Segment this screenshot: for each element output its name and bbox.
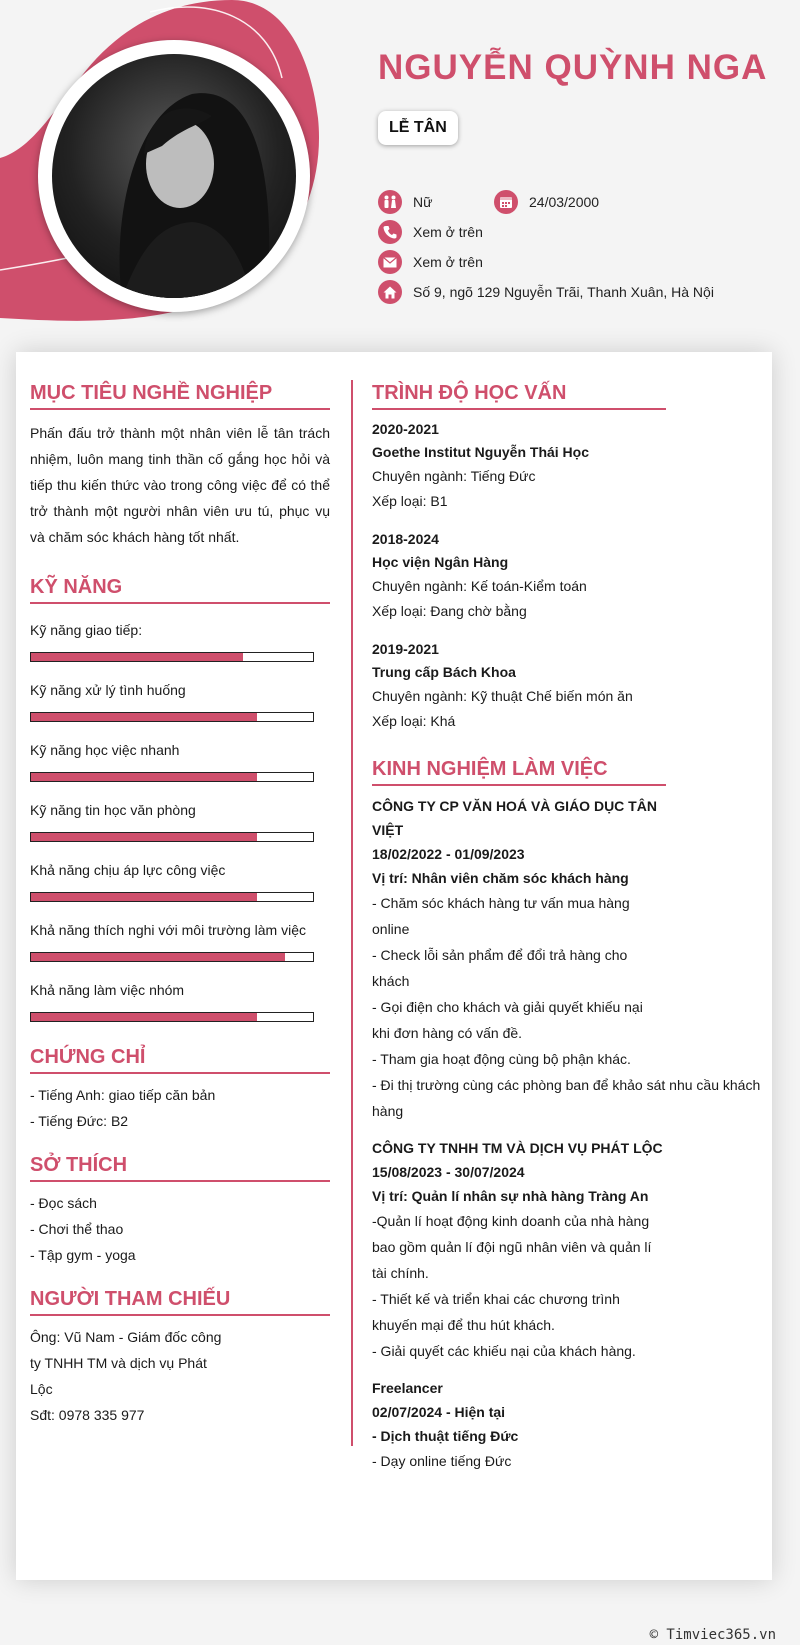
skill-item [30, 980, 330, 1022]
hobby-item: - Đọc sách [30, 1195, 97, 1211]
skills-title: KỸ NĂNG [30, 576, 330, 604]
experience-company: CÔNG TY TNHH TM VÀ DỊCH VỤ PHÁT LỘC [372, 1140, 663, 1156]
education-grade: Xếp loại: Khá [372, 713, 456, 729]
address-row [378, 280, 714, 304]
gender-row [378, 190, 432, 214]
skill-bar [30, 772, 314, 782]
email-icon [378, 250, 402, 274]
experience-detail: - Gọi điện cho khách và giải quyết khiếu nại [372, 999, 643, 1015]
skill-label: Khả năng chịu áp lực công việc [30, 862, 226, 878]
experience-position: Vị trí: Nhân viên chăm sóc khách hàng [372, 870, 629, 886]
skill-bar-fill [31, 1013, 257, 1021]
education-major: Chuyên ngành: Kỹ thuật Chế biến món ăn [372, 688, 633, 704]
education-item [372, 638, 762, 734]
certificates-title: CHỨNG CHỈ [30, 1046, 330, 1074]
education-school: Trung cấp Bách Khoa [372, 664, 516, 680]
experience-detail: tài chính. [372, 1265, 429, 1281]
experience-position: - Dịch thuật tiếng Đức [372, 1428, 519, 1444]
experience-position: Vị trí: Quản lí nhân sự nhà hàng Tràng An [372, 1188, 649, 1204]
skill-item [30, 920, 330, 962]
reference-line: Ông: Vũ Nam - Giám đốc công [30, 1329, 222, 1345]
gender-icon [378, 190, 402, 214]
education-major: Chuyên ngành: Tiếng Đức [372, 468, 536, 484]
birthdate-row [494, 190, 599, 214]
email-row [378, 250, 483, 274]
skill-bar-fill [31, 953, 285, 961]
objective-title: MỤC TIÊU NGHỀ NGHIỆP [30, 382, 330, 410]
experience-detail: - Chăm sóc khách hàng tư vấn mua hàng [372, 895, 630, 911]
certificate-item: - Tiếng Anh: giao tiếp căn bản [30, 1087, 216, 1103]
hobby-item: - Tập gym - yoga [30, 1247, 136, 1263]
skill-label: Kỹ năng tin học văn phòng [30, 802, 196, 818]
skills-list [30, 620, 330, 1022]
education-school: Goethe Institut Nguyễn Thái Học [372, 444, 590, 460]
skill-label: Kỹ năng giao tiếp: [30, 622, 143, 638]
experience-list [372, 794, 762, 1474]
candidate-name: NGUYỄN QUỲNH NGA [378, 48, 768, 87]
education-years: 2018-2024 [372, 531, 439, 547]
skill-item [30, 800, 330, 842]
experience-detail: khách [372, 973, 410, 989]
calendar-icon [494, 190, 518, 214]
experience-detail: khuyến mại để thu hút khách. [372, 1317, 555, 1333]
reference-line: Sđt: 0978 335 977 [30, 1407, 145, 1423]
education-major: Chuyên ngành: Kế toán-Kiểm toán [372, 578, 587, 594]
resume-body-card [16, 352, 772, 1580]
education-item [372, 418, 762, 514]
experience-detail: - Check lỗi sản phẩm để đổi trả hàng cho [372, 947, 628, 963]
reference-line: ty TNHH TM và dịch vụ Phát [30, 1355, 207, 1371]
experience-detail: khi đơn hàng có vấn đề. [372, 1025, 523, 1041]
experience-item [372, 794, 762, 1124]
skill-bar [30, 712, 314, 722]
job-title-badge: LỄ TÂN [378, 111, 458, 145]
experience-detail: - Dạy online tiếng Đức [372, 1453, 512, 1469]
experience-item [372, 1136, 762, 1364]
skill-item [30, 860, 330, 902]
hobby-item: - Chơi thể thao [30, 1221, 124, 1237]
education-title: TRÌNH ĐỘ HỌC VẤN [372, 382, 666, 410]
avatar-photo [52, 54, 296, 298]
skill-bar-fill [31, 713, 257, 721]
experience-detail: online [372, 921, 410, 937]
experience-company: VIỆT [372, 822, 404, 838]
certificates-list [30, 1082, 330, 1134]
experience-period: 15/08/2023 - 30/07/2024 [372, 1164, 525, 1180]
skill-item [30, 680, 330, 722]
phone-value: Xem ở trên [413, 224, 483, 240]
experience-company: Freelancer [372, 1380, 443, 1396]
experience-detail: - Đi thị trường cùng các phòng ban để khảo sát nhu cầu khách [372, 1077, 761, 1093]
birthdate-value: 24/03/2000 [529, 194, 600, 210]
skill-item [30, 740, 330, 782]
experience-company: CÔNG TY CP VĂN HOÁ VÀ GIÁO DỤC TÂN [372, 798, 657, 814]
experience-detail: -Quản lí hoạt động kinh doanh của nhà hàng [372, 1213, 650, 1229]
phone-row [378, 220, 483, 244]
skill-bar-fill [31, 653, 243, 661]
education-grade: Xếp loại: Đang chờ bằng [372, 603, 527, 619]
experience-period: 18/02/2022 - 01/09/2023 [372, 846, 525, 862]
references-list [30, 1324, 230, 1428]
objective-text: Phấn đấu trở thành một nhân viên lễ tân trách nhiệm, luôn mang tinh thần cố gắng học hỏi và tiếp thu kiến thức vào trong công việc để có thể trở thành một người nhân viên ưu tú, phục vụ và chăm sóc khách hàng tốt nhất. [30, 425, 330, 545]
experience-detail: bao gồm quản lí đội ngũ nhân viên và quản lí [372, 1239, 652, 1255]
email-value: Xem ở trên [413, 254, 483, 270]
education-grade: Xếp loại: B1 [372, 493, 448, 509]
education-item [372, 528, 762, 624]
hobbies-title: SỞ THÍCH [30, 1154, 330, 1182]
education-years: 2020-2021 [372, 421, 439, 437]
left-column [30, 382, 330, 1428]
references-title: NGƯỜI THAM CHIẾU [30, 1288, 330, 1316]
reference-line: Lộc [30, 1381, 53, 1397]
skill-bar [30, 652, 314, 662]
skill-bar-fill [31, 893, 257, 901]
skill-bar [30, 1012, 314, 1022]
portrait-silhouette-icon [52, 54, 296, 298]
certificate-item: - Tiếng Đức: B2 [30, 1113, 129, 1129]
experience-detail: - Giải quyết các khiếu nại của khách hàng. [372, 1343, 636, 1359]
address-value: Số 9, ngõ 129 Nguyễn Trãi, Thanh Xuân, Hà Nội [413, 284, 714, 300]
skill-bar [30, 832, 314, 842]
watermark: © Timviec365.vn [649, 1627, 776, 1643]
experience-title: KINH NGHIỆM LÀM VIỆC [372, 758, 666, 786]
skill-label: Khả năng làm việc nhóm [30, 982, 185, 998]
experience-detail: hàng [372, 1103, 404, 1119]
hobbies-list [30, 1190, 330, 1268]
skill-label: Kỹ năng học việc nhanh [30, 742, 180, 758]
phone-icon [378, 220, 402, 244]
experience-detail: - Tham gia hoạt động cùng bộ phận khác. [372, 1051, 631, 1067]
skill-bar [30, 892, 314, 902]
skill-bar-fill [31, 833, 257, 841]
column-divider [351, 380, 353, 1446]
education-school: Học viện Ngân Hàng [372, 554, 509, 570]
right-column [372, 382, 762, 1474]
skill-label: Kỹ năng xử lý tình huống [30, 682, 186, 698]
skill-bar-fill [31, 773, 257, 781]
home-icon [378, 280, 402, 304]
skill-bar [30, 952, 314, 962]
experience-item [372, 1376, 762, 1474]
education-list [372, 418, 762, 734]
experience-period: 02/07/2024 - Hiện tại [372, 1404, 506, 1420]
education-years: 2019-2021 [372, 641, 439, 657]
gender-value: Nữ [413, 194, 433, 210]
experience-detail: - Thiết kế và triển khai các chương trình [372, 1291, 620, 1307]
skill-label: Khả năng thích nghi với môi trường làm việc [30, 922, 306, 938]
skill-item [30, 620, 330, 662]
